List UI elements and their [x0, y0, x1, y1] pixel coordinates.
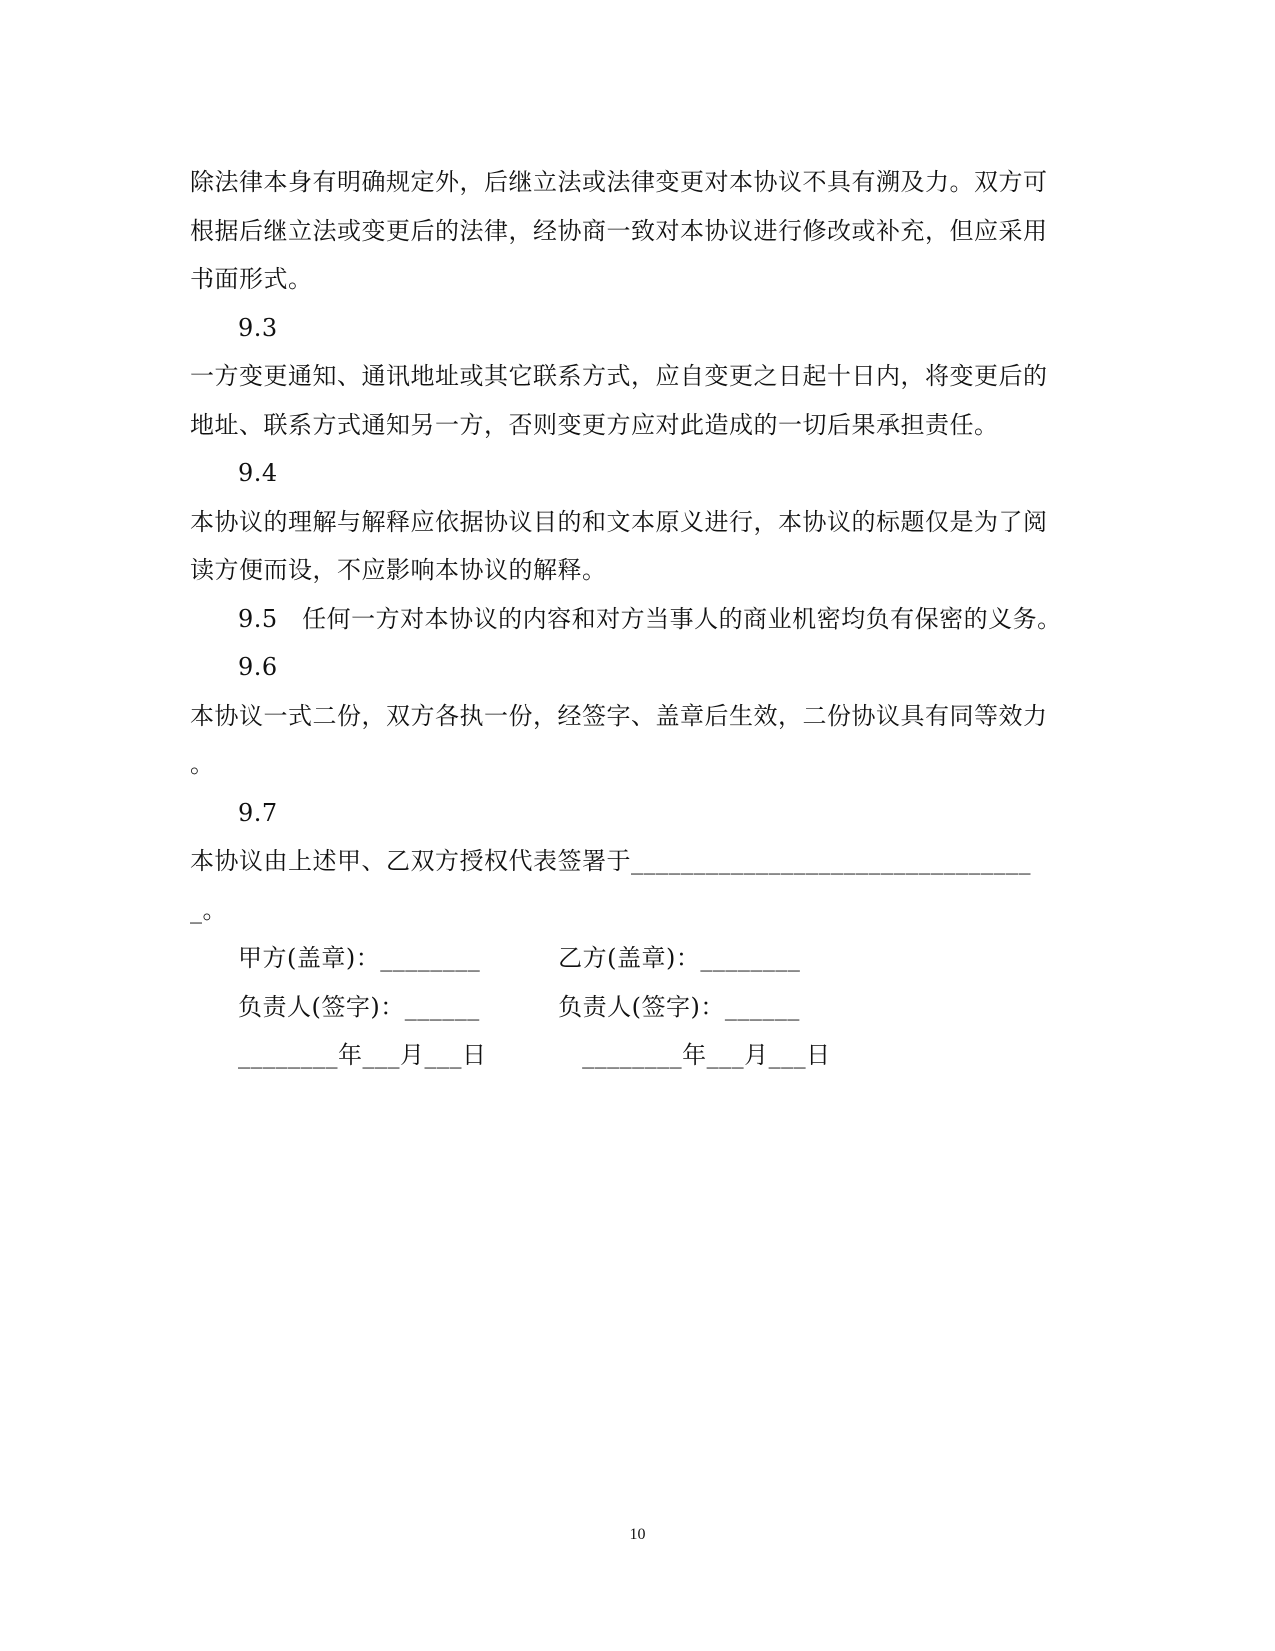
clause-line: 9.5 任何一方对本协议的内容和对方当事人的商业机密均负有保密的义务。 — [238, 604, 1062, 633]
paragraph-line: 除法律本身有明确规定外，后继立法或法律变更对本协议不具有溯及力。双方可 — [190, 168, 1048, 196]
party-a-date-field: ________年___月___日 — [238, 1041, 487, 1069]
clause-number: 9.3 — [238, 313, 278, 342]
party-b-sign-field: 负责人(签字)：______ — [558, 992, 800, 1021]
paragraph-line: 读方便而设，不应影响本协议的解释。 — [190, 556, 607, 584]
clause-number: 9.6 — [238, 653, 278, 681]
party-a-seal-field: 甲方(盖章)：________ — [238, 944, 481, 972]
paragraph-line: 。 — [190, 750, 215, 778]
signature-seal-row — [190, 934, 1080, 983]
clause-number: 9.7 — [238, 798, 278, 827]
paragraph-line: 地址、联系方式通知另一方，否则变更方应对此造成的一切后果承担责任。 — [190, 410, 999, 439]
paragraph-line: 一方变更通知、通讯地址或其它联系方式，应自变更之日起十日内，将变更后的 — [190, 362, 1048, 390]
paragraph-line: 根据后继立法或变更后的法律，经协商一致对本协议进行修改或补充，但应采用 — [190, 216, 1048, 245]
signature-sign-row — [190, 983, 1080, 1032]
paragraph-line: 本协议由上述甲、乙双方授权代表签署于________________________________ — [190, 847, 1031, 875]
clause-number: 9.4 — [238, 459, 278, 487]
party-b-seal-field: 乙方(盖章)：________ — [558, 944, 801, 972]
paragraph-line: 本协议的理解与解释应依据协议目的和文本原义进行，本协议的标题仅是为了阅 — [190, 507, 1048, 536]
signature-date-row — [190, 1031, 1080, 1080]
party-b-date-field: ________年___月___日 — [582, 1041, 831, 1069]
paragraph-line: 本协议一式二份，双方各执一份，经签字、盖章后生效，二份协议具有同等效力 — [190, 701, 1048, 730]
party-a-sign-field: 负责人(签字)：______ — [238, 992, 480, 1021]
paragraph-line: 书面形式。 — [190, 265, 313, 293]
document-body — [190, 158, 1080, 1080]
page-number: 10 — [629, 1526, 646, 1543]
paragraph-line: _。 — [190, 895, 227, 924]
